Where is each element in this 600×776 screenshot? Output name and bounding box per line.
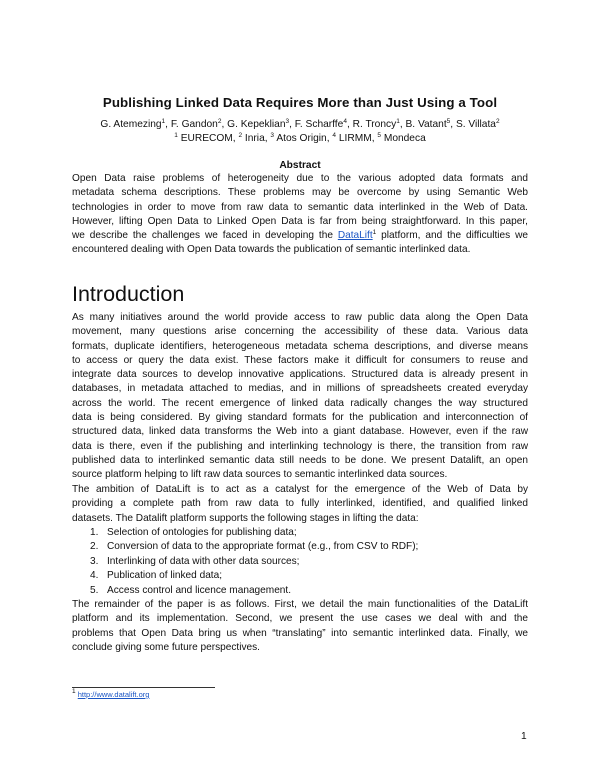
affiliation-number: 4: [332, 132, 337, 139]
stage-number: 5.: [90, 584, 99, 596]
paragraph-line: published data to interlinked semantic data still needs to be done. We present Datalift, an open: [72, 454, 528, 466]
author-name: R. Troncy: [352, 119, 397, 130]
affiliation-number: 5: [377, 132, 381, 139]
abstract-line: Open Data raise problems of heterogeneity due to the various adopted data formats and: [72, 173, 528, 184]
page-number: 1: [521, 731, 527, 742]
paragraph-line: conclude giving some future perspectives.: [72, 641, 260, 653]
paragraph-line: to access or query the data exist. These factors make it difficult for consumers to reuse and: [72, 354, 528, 366]
author-name: G. Kepeklian: [227, 119, 286, 130]
stage-number: 1.: [90, 527, 99, 538]
author-affiliation-mark: 1: [161, 118, 166, 125]
affiliation-list: $^1$ EURECOM, $^2$ Inria, $^3$ Atos Origin, $^4$ LIRMM, $^5$ Mondeca: [174, 132, 426, 144]
affiliation-name: Inria: [244, 133, 265, 144]
author-affiliation-mark: 3: [285, 118, 290, 125]
author-affiliation-mark: 2: [217, 118, 222, 125]
author-name: F. Scharffe: [294, 119, 344, 130]
paragraph-line: providing a complete path from raw data to fully interlinked, identified, and qualified linked: [72, 498, 528, 510]
paper-title: Publishing Linked Data Requires More than Just Using a Tool: [102, 95, 498, 110]
author-affiliation-mark: 2: [495, 118, 500, 125]
abstract-line: technologies in order to move from raw data to semantic data interlinked in the Web of Data.: [72, 201, 528, 213]
introduction-heading: Introduction: [72, 282, 185, 306]
footnote-marker[interactable]: 1: [372, 229, 377, 237]
author-name: B. Vatant: [405, 119, 447, 130]
affiliation-number: 2: [238, 132, 243, 139]
introduction-paragraph-2: [72, 483, 528, 526]
abstract-line: However, lifting Open Data to Linked Open Data is far from being straightforward. In this paper,: [72, 215, 528, 227]
stage-text: Access control and licence management.: [107, 584, 292, 596]
stage-text: Interlinking of data with other data sources;: [107, 555, 300, 567]
abstract-line: [72, 229, 528, 243]
stages-list: [90, 526, 418, 598]
author-name: F. Gandon: [170, 119, 218, 130]
stage-number: 3.: [90, 555, 99, 567]
footnote: [72, 690, 149, 699]
author-list: G. Atemezing$^1$, F. Gandon$^2$, G. Kepeklian$^3$, F. Scharffe$^4$, R. Troncy$^1$, B. Vatant$^5$, S. Villata$^2$: [100, 118, 500, 130]
abstract-line: metadata schema descriptions. These problems may be overcome by using Semantic Web: [72, 187, 528, 199]
affiliation-name: EURECOM: [180, 133, 233, 144]
introduction-paragraph-1: [72, 311, 528, 483]
author-name: S. Villata: [455, 119, 496, 130]
footnote-divider: [72, 687, 215, 688]
paragraph-line: across the world. The recent emergence of linked data radically changes the way structured: [72, 397, 528, 409]
paragraph-line: formats, duplicate identifiers, heterogeneous metadata schema descriptions, and diverse means: [72, 340, 528, 352]
stage-list-item: [90, 540, 418, 554]
paragraph-line: data is there, even if the publishing and interlinking technology is there, the transition from raw: [72, 440, 528, 452]
paragraph-line: data is being considered. By giving standard formats for the publication and interconnection of: [72, 412, 528, 424]
paragraph-line: datasets. The Datalift platform supports the following stages in lifting the data:: [72, 512, 419, 524]
abstract-line: encountered dealing with Open Data towards the publication of semantic interlinked data.: [72, 244, 471, 256]
datalift-link[interactable]: DataLift: [337, 230, 373, 242]
paragraph-line: problems that Open Data bring us when “translating” into semantic interlinked data. Finally, we: [72, 627, 528, 639]
stage-text: Conversion of data to the appropriate format (e.g., from CSV to RDF);: [107, 541, 419, 553]
paragraph-line: The remainder of the paper is as follows. First, we detail the main functionalities of the DataLift: [72, 599, 528, 610]
stage-number: 2.: [90, 541, 99, 553]
author-affiliation-mark: 4: [343, 118, 347, 125]
stage-text: Publication of linked data;: [107, 570, 223, 582]
affiliation-name: Mondeca: [383, 133, 426, 144]
author-name: G. Atemezing: [100, 119, 162, 130]
paragraph-line: platform and its implementation. Second, we present the use cases we deal with and the: [72, 613, 528, 625]
paragraph-line: As many initiatives around the world provide access to raw public data along the Open Data: [72, 312, 528, 323]
stage-text: Selection of ontologies for publishing data;: [107, 527, 297, 538]
paragraph-line: integrate data sources to develop innovative applications. Structured data is already present in: [72, 369, 528, 381]
affiliation-name: LIRMM: [338, 133, 372, 144]
abstract-heading: Abstract: [279, 160, 321, 171]
abstract-text-fragment: platform, and the difficulties we: [376, 230, 528, 242]
stage-number: 4.: [90, 570, 99, 582]
stage-list-item: [90, 584, 418, 598]
stage-list-item: [90, 526, 418, 540]
paragraph-line: source platform helping to lift raw data sources to semantic interlinked data sources.: [72, 469, 448, 481]
abstract-text: [72, 172, 528, 258]
paragraph-line: The ambition of DataLift is to act as a catalyst for the emergence of the Web of Data by: [72, 484, 528, 495]
paragraph-line: structured data, linked data transforms the Web into a giant database. However, even if the raw: [72, 426, 528, 438]
footnote-link[interactable]: http://www.datalift.org: [77, 690, 150, 699]
footnote-number: 1: [72, 688, 76, 695]
author-affiliation-mark: 1: [396, 118, 400, 125]
paragraph-line: movement, many questions arise concerning the accessibility of these data. Various data: [72, 326, 528, 338]
abstract-text-fragment: we describe the challenges we faced in developing the: [72, 230, 338, 242]
affiliation-number: 3: [270, 132, 275, 139]
introduction-paragraph-3: [72, 598, 528, 655]
stage-list-item: [90, 569, 418, 583]
paragraph-line: databases, in metadata attached to medias, and in millions of spreadsheets created everyday: [72, 383, 528, 395]
stage-list-item: [90, 555, 418, 569]
affiliation-name: Atos Origin: [276, 133, 327, 144]
author-affiliation-mark: 5: [446, 118, 451, 125]
affiliation-number: 1: [174, 132, 178, 139]
